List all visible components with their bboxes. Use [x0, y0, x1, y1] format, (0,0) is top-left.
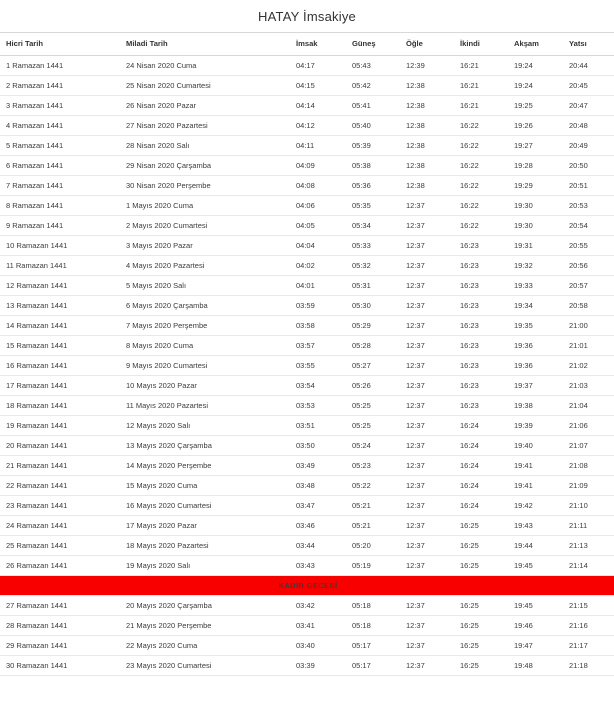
table-cell: 16:21: [454, 96, 508, 116]
table-cell: 05:29: [346, 316, 400, 336]
table-cell: 21:02: [563, 356, 614, 376]
table-cell: 12 Mayıs 2020 Salı: [120, 416, 290, 436]
table-cell: 20 Mayıs 2020 Çarşamba: [120, 596, 290, 616]
imsakiye-table: [0, 32, 614, 676]
table-cell: 16:22: [454, 196, 508, 216]
table-cell: 21:17: [563, 636, 614, 656]
table-cell: 23 Mayıs 2020 Cumartesi: [120, 656, 290, 676]
table-cell: 21:10: [563, 496, 614, 516]
table-cell: 27 Ramazan 1441: [0, 596, 120, 616]
table-cell: 12:37: [400, 196, 454, 216]
table-cell: 21:18: [563, 656, 614, 676]
table-cell: 19 Mayıs 2020 Salı: [120, 556, 290, 576]
table-cell: 19:27: [508, 136, 563, 156]
table-cell: 16:22: [454, 216, 508, 236]
table-cell: 12:37: [400, 436, 454, 456]
table-cell: 12:37: [400, 636, 454, 656]
table-cell: 6 Ramazan 1441: [0, 156, 120, 176]
table-cell: 12:37: [400, 456, 454, 476]
table-cell: 05:36: [346, 176, 400, 196]
table-cell: 05:27: [346, 356, 400, 376]
table-cell: 12:37: [400, 356, 454, 376]
table-cell: 22 Mayıs 2020 Cuma: [120, 636, 290, 656]
table-cell: 20:49: [563, 136, 614, 156]
table-cell: 03:54: [290, 376, 346, 396]
table-cell: 21 Mayıs 2020 Perşembe: [120, 616, 290, 636]
table-cell: 03:48: [290, 476, 346, 496]
table-cell: 16:25: [454, 556, 508, 576]
column-header-yatsi: Yatsı: [563, 33, 614, 56]
column-header-miladi-tarih: Miladi Tarih: [120, 33, 290, 56]
table-cell: 04:01: [290, 276, 346, 296]
table-cell: 03:40: [290, 636, 346, 656]
table-cell: 16:25: [454, 636, 508, 656]
table-cell: 12:37: [400, 296, 454, 316]
table-cell: 12:37: [400, 316, 454, 336]
table-cell: 12:37: [400, 536, 454, 556]
table-cell: 16:25: [454, 616, 508, 636]
table-cell: 19:40: [508, 436, 563, 456]
table-cell: 05:17: [346, 656, 400, 676]
table-cell: 12:37: [400, 556, 454, 576]
table-cell: 03:43: [290, 556, 346, 576]
table-cell: 05:30: [346, 296, 400, 316]
table-cell: 16:23: [454, 396, 508, 416]
table-cell: 28 Ramazan 1441: [0, 616, 120, 636]
table-cell: 21:07: [563, 436, 614, 456]
table-row: [0, 256, 614, 276]
table-cell: 12:38: [400, 156, 454, 176]
table-cell: 26 Nisan 2020 Pazar: [120, 96, 290, 116]
table-cell: 05:22: [346, 476, 400, 496]
table-cell: 16 Ramazan 1441: [0, 356, 120, 376]
table-row: [0, 176, 614, 196]
table-row: [0, 276, 614, 296]
table-cell: 12:37: [400, 256, 454, 276]
table-cell: 03:57: [290, 336, 346, 356]
table-row: [0, 216, 614, 236]
table-cell: 19:36: [508, 356, 563, 376]
table-cell: 12:37: [400, 496, 454, 516]
table-cell: 20:58: [563, 296, 614, 316]
table-cell: 20 Ramazan 1441: [0, 436, 120, 456]
table-cell: 18 Mayıs 2020 Pazartesi: [120, 536, 290, 556]
table-cell: 21 Ramazan 1441: [0, 456, 120, 476]
table-cell: 4 Mayıs 2020 Pazartesi: [120, 256, 290, 276]
table-cell: 03:41: [290, 616, 346, 636]
table-cell: 19:28: [508, 156, 563, 176]
table-cell: 05:21: [346, 496, 400, 516]
table-body: [0, 56, 614, 676]
table-cell: 16:21: [454, 76, 508, 96]
table-cell: 19:32: [508, 256, 563, 276]
table-cell: 29 Nisan 2020 Çarşamba: [120, 156, 290, 176]
table-cell: 14 Mayıs 2020 Perşembe: [120, 456, 290, 476]
table-row: [0, 116, 614, 136]
table-row: [0, 536, 614, 556]
table-cell: 1 Ramazan 1441: [0, 56, 120, 76]
table-cell: 05:18: [346, 596, 400, 616]
table-cell: 05:38: [346, 156, 400, 176]
table-row: [0, 496, 614, 516]
table-cell: 5 Mayıs 2020 Salı: [120, 276, 290, 296]
table-cell: 17 Mayıs 2020 Pazar: [120, 516, 290, 536]
table-cell: 12 Ramazan 1441: [0, 276, 120, 296]
table-cell: 04:05: [290, 216, 346, 236]
table-cell: 10 Mayıs 2020 Pazar: [120, 376, 290, 396]
table-cell: 05:31: [346, 276, 400, 296]
table-cell: 21:03: [563, 376, 614, 396]
table-cell: 21:06: [563, 416, 614, 436]
table-cell: 19:34: [508, 296, 563, 316]
table-row: [0, 476, 614, 496]
table-cell: 16:23: [454, 376, 508, 396]
table-cell: 16:24: [454, 476, 508, 496]
table-cell: 19:48: [508, 656, 563, 676]
table-cell: 20:53: [563, 196, 614, 216]
table-cell: 19:46: [508, 616, 563, 636]
column-header-imsak: İmsak: [290, 33, 346, 56]
table-cell: 21:04: [563, 396, 614, 416]
table-cell: 12:37: [400, 416, 454, 436]
table-cell: 05:17: [346, 636, 400, 656]
table-cell: 16:23: [454, 296, 508, 316]
table-cell: 03:46: [290, 516, 346, 536]
table-cell: 05:28: [346, 336, 400, 356]
table-cell: 16:25: [454, 536, 508, 556]
table-cell: 16:23: [454, 276, 508, 296]
table-cell: 19:24: [508, 76, 563, 96]
table-cell: 20:54: [563, 216, 614, 236]
table-cell: 12:37: [400, 336, 454, 356]
table-cell: 19 Ramazan 1441: [0, 416, 120, 436]
table-cell: 05:33: [346, 236, 400, 256]
table-cell: 12:38: [400, 136, 454, 156]
table-cell: 3 Ramazan 1441: [0, 96, 120, 116]
table-cell: 04:02: [290, 256, 346, 276]
table-row: [0, 316, 614, 336]
table-cell: 05:41: [346, 96, 400, 116]
table-cell: 28 Nisan 2020 Salı: [120, 136, 290, 156]
table-cell: 12:37: [400, 596, 454, 616]
table-row: [0, 196, 614, 216]
table-cell: 05:23: [346, 456, 400, 476]
table-cell: 16:23: [454, 336, 508, 356]
table-cell: 26 Ramazan 1441: [0, 556, 120, 576]
table-cell: 16:25: [454, 516, 508, 536]
table-cell: 16:22: [454, 156, 508, 176]
table-row: [0, 596, 614, 616]
table-cell: 23 Ramazan 1441: [0, 496, 120, 516]
table-cell: 12:37: [400, 616, 454, 636]
column-header-ikindi: İkindi: [454, 33, 508, 56]
table-cell: 04:17: [290, 56, 346, 76]
table-row: [0, 656, 614, 676]
table-cell: 15 Ramazan 1441: [0, 336, 120, 356]
table-cell: 05:19: [346, 556, 400, 576]
table-cell: 12:39: [400, 56, 454, 76]
kadir-gecesi-banner-row: [0, 576, 614, 596]
table-cell: 16:25: [454, 596, 508, 616]
table-cell: 25 Ramazan 1441: [0, 536, 120, 556]
table-cell: 03:59: [290, 296, 346, 316]
table-cell: 03:55: [290, 356, 346, 376]
table-cell: 3 Mayıs 2020 Pazar: [120, 236, 290, 256]
table-cell: 20:45: [563, 76, 614, 96]
table-cell: 05:25: [346, 396, 400, 416]
table-cell: 04:12: [290, 116, 346, 136]
table-cell: 21:08: [563, 456, 614, 476]
table-cell: 05:18: [346, 616, 400, 636]
table-cell: 03:51: [290, 416, 346, 436]
table-cell: 24 Nisan 2020 Cuma: [120, 56, 290, 76]
table-cell: 18 Ramazan 1441: [0, 396, 120, 416]
table-cell: 19:30: [508, 216, 563, 236]
table-cell: 19:39: [508, 416, 563, 436]
table-cell: 16:24: [454, 456, 508, 476]
table-cell: 03:50: [290, 436, 346, 456]
table-cell: 29 Ramazan 1441: [0, 636, 120, 656]
table-cell: 4 Ramazan 1441: [0, 116, 120, 136]
column-header-hicri-tarih: Hicri Tarih: [0, 33, 120, 56]
table-row: [0, 96, 614, 116]
table-row: [0, 516, 614, 536]
table-cell: 12:37: [400, 396, 454, 416]
table-row: [0, 296, 614, 316]
table-cell: 16:23: [454, 316, 508, 336]
table-row: [0, 556, 614, 576]
table-row: [0, 336, 614, 356]
table-cell: 04:09: [290, 156, 346, 176]
table-cell: 04:06: [290, 196, 346, 216]
table-cell: 21:13: [563, 536, 614, 556]
table-cell: 12:37: [400, 476, 454, 496]
table-cell: 7 Mayıs 2020 Perşembe: [120, 316, 290, 336]
table-cell: 19:26: [508, 116, 563, 136]
table-cell: 22 Ramazan 1441: [0, 476, 120, 496]
table-cell: 19:25: [508, 96, 563, 116]
table-cell: 1 Mayıs 2020 Cuma: [120, 196, 290, 216]
table-cell: 16:23: [454, 256, 508, 276]
table-cell: 2 Ramazan 1441: [0, 76, 120, 96]
table-cell: 19:37: [508, 376, 563, 396]
column-header-ogle: Öğle: [400, 33, 454, 56]
table-cell: 12:38: [400, 176, 454, 196]
table-cell: 19:33: [508, 276, 563, 296]
table-cell: 20:51: [563, 176, 614, 196]
table-cell: 03:49: [290, 456, 346, 476]
table-cell: 24 Ramazan 1441: [0, 516, 120, 536]
table-cell: 05:42: [346, 76, 400, 96]
table-cell: 03:39: [290, 656, 346, 676]
table-cell: 30 Nisan 2020 Perşembe: [120, 176, 290, 196]
kadir-gecesi-label: KADİR GECESİ: [0, 576, 614, 596]
table-cell: 21:09: [563, 476, 614, 496]
table-cell: 8 Mayıs 2020 Cuma: [120, 336, 290, 356]
table-cell: 20:44: [563, 56, 614, 76]
table-cell: 12:38: [400, 96, 454, 116]
table-cell: 14 Ramazan 1441: [0, 316, 120, 336]
table-row: [0, 416, 614, 436]
table-cell: 05:26: [346, 376, 400, 396]
table-cell: 19:45: [508, 596, 563, 616]
table-cell: 21:16: [563, 616, 614, 636]
table-cell: 16:24: [454, 416, 508, 436]
table-cell: 04:14: [290, 96, 346, 116]
table-cell: 25 Nisan 2020 Cumartesi: [120, 76, 290, 96]
table-cell: 05:25: [346, 416, 400, 436]
table-cell: 16:23: [454, 236, 508, 256]
column-header-gunes: Güneş: [346, 33, 400, 56]
table-cell: 21:11: [563, 516, 614, 536]
table-cell: 05:20: [346, 536, 400, 556]
table-cell: 8 Ramazan 1441: [0, 196, 120, 216]
table-cell: 17 Ramazan 1441: [0, 376, 120, 396]
table-cell: 16:24: [454, 436, 508, 456]
table-cell: 19:29: [508, 176, 563, 196]
table-cell: 19:38: [508, 396, 563, 416]
table-cell: 05:43: [346, 56, 400, 76]
table-cell: 19:47: [508, 636, 563, 656]
table-row: [0, 396, 614, 416]
table-cell: 05:21: [346, 516, 400, 536]
table-cell: 20:48: [563, 116, 614, 136]
table-cell: 11 Ramazan 1441: [0, 256, 120, 276]
page-title: HATAY İmsakiye: [258, 9, 356, 24]
table-cell: 05:40: [346, 116, 400, 136]
table-cell: 12:37: [400, 216, 454, 236]
table-cell: 6 Mayıs 2020 Çarşamba: [120, 296, 290, 316]
table-cell: 10 Ramazan 1441: [0, 236, 120, 256]
table-cell: 19:24: [508, 56, 563, 76]
table-cell: 19:36: [508, 336, 563, 356]
table-cell: 16:22: [454, 116, 508, 136]
table-cell: 9 Mayıs 2020 Cumartesi: [120, 356, 290, 376]
table-cell: 11 Mayıs 2020 Pazartesi: [120, 396, 290, 416]
table-cell: 12:37: [400, 516, 454, 536]
table-cell: 05:39: [346, 136, 400, 156]
table-cell: 12:37: [400, 656, 454, 676]
table-cell: 05:35: [346, 196, 400, 216]
table-cell: 13 Ramazan 1441: [0, 296, 120, 316]
table-cell: 12:37: [400, 236, 454, 256]
table-cell: 21:15: [563, 596, 614, 616]
table-cell: 12:37: [400, 376, 454, 396]
table-cell: 13 Mayıs 2020 Çarşamba: [120, 436, 290, 456]
table-cell: 19:43: [508, 516, 563, 536]
table-cell: 03:42: [290, 596, 346, 616]
table-row: [0, 236, 614, 256]
table-row: [0, 76, 614, 96]
table-cell: 21:00: [563, 316, 614, 336]
table-cell: 19:44: [508, 536, 563, 556]
table-row: [0, 436, 614, 456]
table-row: [0, 456, 614, 476]
table-cell: 19:35: [508, 316, 563, 336]
table-cell: 30 Ramazan 1441: [0, 656, 120, 676]
table-cell: 05:24: [346, 436, 400, 456]
table-row: [0, 636, 614, 656]
table-cell: 05:34: [346, 216, 400, 236]
column-header-aksam: Akşam: [508, 33, 563, 56]
table-cell: 03:44: [290, 536, 346, 556]
table-cell: 27 Nisan 2020 Pazartesi: [120, 116, 290, 136]
table-cell: 03:53: [290, 396, 346, 416]
table-cell: 12:38: [400, 76, 454, 96]
table-header-row: [0, 33, 614, 56]
table-row: [0, 376, 614, 396]
table-cell: 16:23: [454, 356, 508, 376]
table-row: [0, 616, 614, 636]
table-cell: 5 Ramazan 1441: [0, 136, 120, 156]
table-row: [0, 356, 614, 376]
table-header: [0, 33, 614, 56]
table-cell: 12:38: [400, 116, 454, 136]
table-cell: 20:56: [563, 256, 614, 276]
table-cell: 19:45: [508, 556, 563, 576]
table-cell: 20:55: [563, 236, 614, 256]
table-cell: 21:01: [563, 336, 614, 356]
table-cell: 19:41: [508, 456, 563, 476]
table-cell: 21:14: [563, 556, 614, 576]
table-cell: 04:04: [290, 236, 346, 256]
table-cell: 19:31: [508, 236, 563, 256]
table-cell: 20:57: [563, 276, 614, 296]
table-cell: 20:50: [563, 156, 614, 176]
table-cell: 16:22: [454, 176, 508, 196]
table-cell: 16:21: [454, 56, 508, 76]
table-cell: 16 Mayıs 2020 Cumartesi: [120, 496, 290, 516]
table-cell: 03:58: [290, 316, 346, 336]
table-cell: 19:30: [508, 196, 563, 216]
table-cell: 2 Mayıs 2020 Cumartesi: [120, 216, 290, 236]
table-cell: 16:24: [454, 496, 508, 516]
table-cell: 19:42: [508, 496, 563, 516]
table-cell: 16:25: [454, 656, 508, 676]
table-cell: 9 Ramazan 1441: [0, 216, 120, 236]
table-cell: 15 Mayıs 2020 Cuma: [120, 476, 290, 496]
table-cell: 05:32: [346, 256, 400, 276]
table-row: [0, 56, 614, 76]
table-cell: 04:11: [290, 136, 346, 156]
table-cell: 12:37: [400, 276, 454, 296]
table-cell: 7 Ramazan 1441: [0, 176, 120, 196]
table-row: [0, 136, 614, 156]
table-cell: 20:47: [563, 96, 614, 116]
table-cell: 16:22: [454, 136, 508, 156]
table-cell: 04:08: [290, 176, 346, 196]
table-row: [0, 156, 614, 176]
table-cell: 19:41: [508, 476, 563, 496]
table-cell: 04:15: [290, 76, 346, 96]
table-cell: 03:47: [290, 496, 346, 516]
